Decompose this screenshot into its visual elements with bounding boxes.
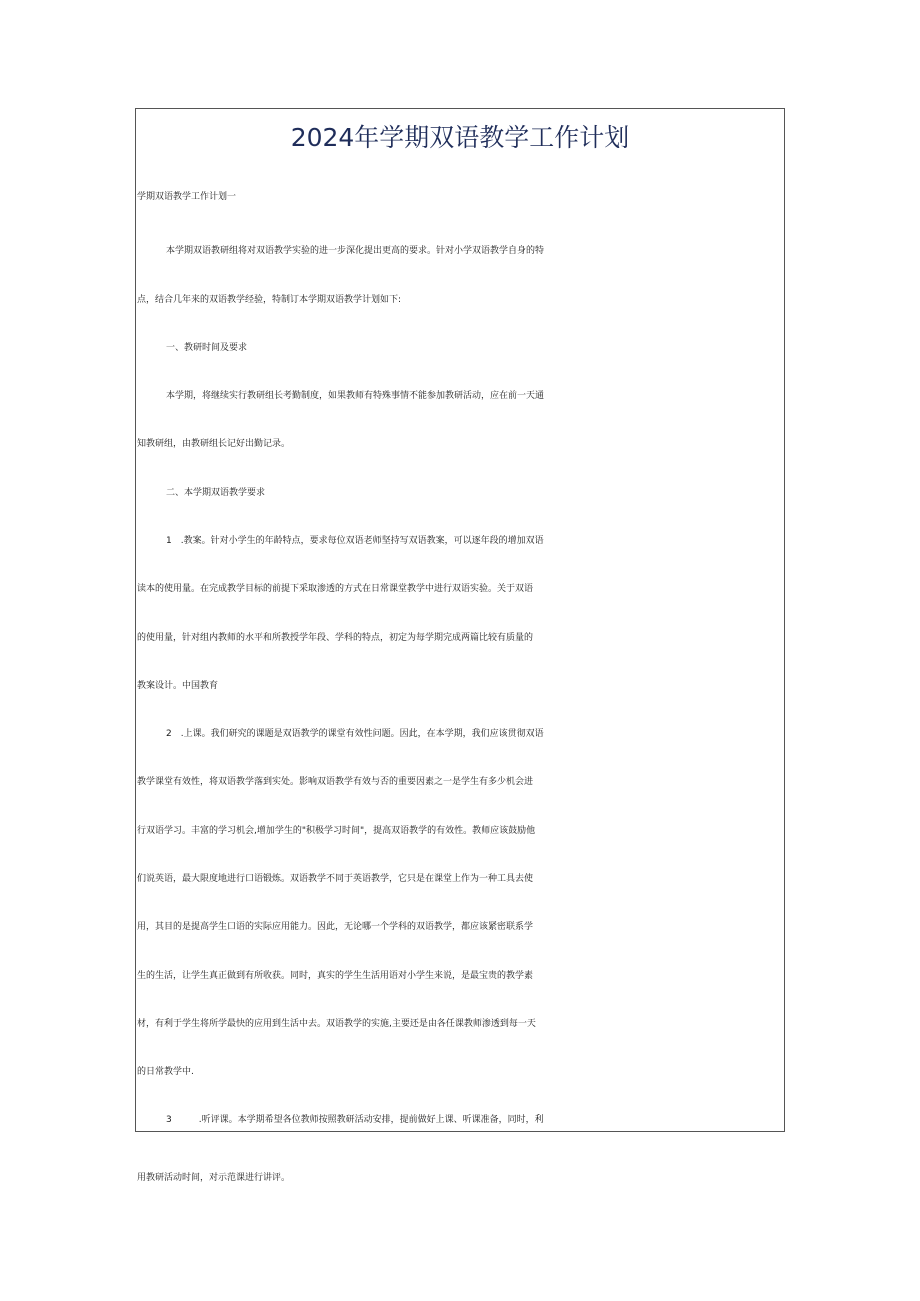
paragraph-line: 用教研活动时间，对示范课进行讲评。 [137,1173,291,1183]
paragraph-line: 读本的使用量。在完成教学目标的前提下采取渗透的方式在日常课堂教学中进行双语实验。关于双语 [137,584,534,594]
paragraph-line: 本学期，将继续实行教研组长考勤制度，如果教师有特殊事情不能参加教研活动，应在前一天通 [166,391,545,401]
document-title: 2024年学期双语教学工作计划 [290,123,630,152]
paragraph-line: 教案设计。中国教育 [137,681,219,691]
paragraph-heading: 二、本学期双语教学要求 [166,488,266,498]
paragraph-line: 2 .上课。我们研究的课题是双语教学的课堂有效性问题。因此，在本学期，我们应该贯彻双语 [166,729,544,739]
paragraph-line: 的日常教学中. [137,1067,194,1077]
paragraph-heading: 一、教研时间及要求 [166,343,248,353]
paragraph-line: 用，其目的是提高学生口语的实际应用能力。因此，无论哪一个学科的双语教学，都应该紧密联系学 [137,922,534,932]
paragraph-line: 的使用量，针对组内教师的水平和所教授学年段、学科的特点，初定为每学期完成两篇比较有质量的 [137,633,534,643]
section-heading: 学期双语教学工作计划一 [137,192,237,202]
paragraph-line: 们说英语，最大限度地进行口语锻炼。双语教学不同于英语教学，它只是在课堂上作为一种工具去使 [137,874,534,884]
paragraph-line: 生的生活，让学生真正做到有所收获。同时，真实的学生生活用语对小学生来说，是最宝贵的教学素 [137,971,534,981]
paragraph-line: 3 .听评课。本学期希望各位教师按照教研活动安排，提前做好上课、听课准备，同时，利 [166,1115,544,1125]
paragraph-line: 本学期双语教研组将对双语教学实验的进一步深化提出更高的要求。针对小学双语教学自身的特 [166,246,545,256]
paragraph-line: 教学课堂有效性，将双语教学落到实处。影响双语教学有效与否的重要因素之一是学生有多少机会进 [137,777,534,787]
paragraph-line: 材，有利于学生将所学最快的应用到生活中去。双语教学的实施,主要还是由各任课教师渗透到每一天 [137,1019,536,1029]
paragraph-line: 1 .教案。针对小学生的年龄特点，要求每位双语老师坚持写双语教案，可以逐年段的增加双语 [166,536,544,546]
paragraph-line: 点，结合几年来的双语教学经验，特制订本学期双语教学计划如下: [137,295,402,305]
paragraph-line: 行双语学习。丰富的学习机会,增加学生的"积极学习时间"，提高双语教学的有效性。教师应该鼓励他 [137,826,536,836]
paragraph-line: 知教研组，由教研组长记好出勤记录。 [137,439,291,449]
